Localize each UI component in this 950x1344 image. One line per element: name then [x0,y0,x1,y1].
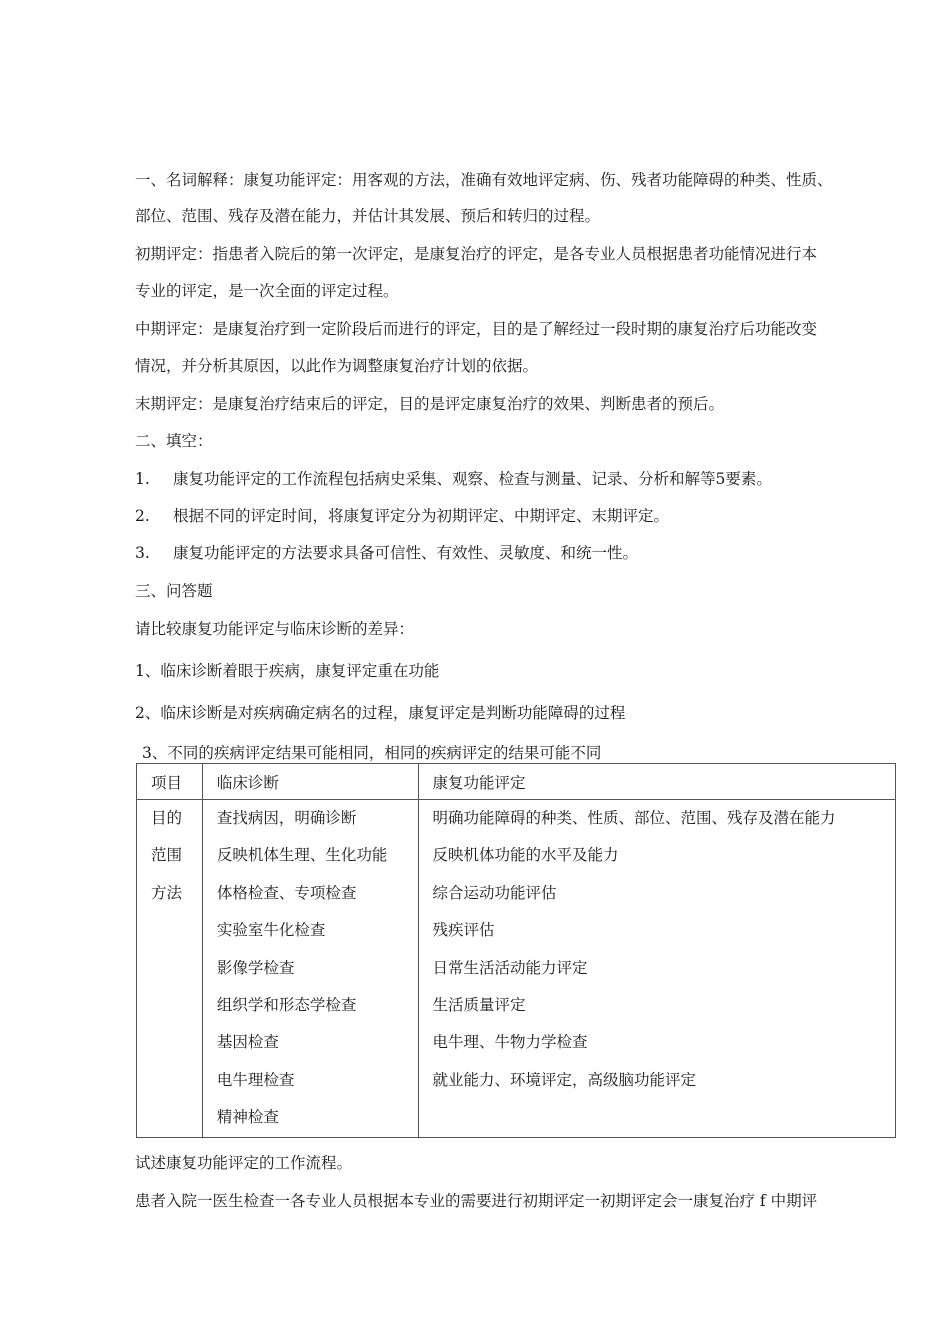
definition-paragraph: 一、名词解释：康复功能评定：用客观的方法，准确有效地评定病、伤、残者功能障碍的种类、性质、 [135,171,833,189]
table-cell-line: 范围 [151,846,183,865]
question-text: 请比较康复功能评定与临床诊断的差异： [135,620,415,638]
final-assessment-paragraph: 末期评定：是康复治疗结束后的评定，目的是评定康复治疗的效果、判断患者的预后。 [135,395,725,413]
table-body-row [137,800,896,1138]
answer-point: 3、不同的疾病评定结果可能相同，相同的疾病评定的结果可能不同 [142,744,602,762]
table-cell-line: 实验室牛化检查 [216,921,326,940]
fill-item-number: 2. [135,507,150,525]
fill-item-text: 康复功能评定的方法要求具备可信性、有效性、灵敏度、和统一性。 [173,544,639,562]
fill-item [135,506,669,526]
table-cell-line: 综合运动功能评估 [432,883,557,902]
table-cell-line: 查找病因，明确诊断 [216,809,357,827]
table-cell-line: 明确功能障碍的种类、性质、部位、范围、残存及潜在能力 [432,809,836,827]
table-cell-line: 电牛理、牛物力学检查 [432,1033,588,1052]
table-cell-line: 日常生活活动能力评定 [432,958,588,977]
table-header-cell: 康复功能评定 [418,764,895,800]
section-heading: 二、填空： [135,432,213,450]
definition-paragraph: 部位、范围、残存及潜在能力，并估计其发展、预后和转归的过程。 [135,207,601,225]
fill-item [135,469,772,489]
fill-item [135,543,638,563]
comparison-table [136,763,896,1138]
fill-item-number: 1. [135,470,150,488]
table-header-row [137,764,896,800]
table-cell-line: 组织学和形态学检查 [216,995,357,1014]
table-cell-items [137,800,203,1138]
initial-assessment-paragraph: 专业的评定，是一次全面的评定过程。 [135,282,399,300]
table-cell-line: 体格检查、专项检查 [216,883,357,902]
mid-assessment-paragraph: 情况，并分析其原因，以此作为调整康复治疗计划的依据。 [135,357,539,375]
fill-item-text: 康复功能评定的工作流程包括病史采集、观察、检查与测量、记录、分析和解等5要素。 [173,470,772,488]
table-cell-line: 就业能力、环境评定，高级脑功能评定 [432,1070,697,1089]
table-cell-line: 精神检查 [216,1108,279,1127]
question-text: 试述康复功能评定的工作流程。 [135,1154,353,1172]
answer-point: 2、临床诊断是对疾病确定病名的过程，康复评定是判断功能障碍的过程 [135,704,626,722]
table-header-cell: 项目 [137,764,203,800]
table-cell-line: 生活质量评定 [432,995,526,1014]
table-cell-line: 反映机体生理、生化功能 [216,846,388,865]
table-cell-line: 方法 [151,883,183,902]
table-cell-clinical [202,800,418,1138]
table-cell-line: 反映机体功能的水平及能力 [432,846,619,865]
table-cell-line: 影像学检查 [216,958,295,977]
initial-assessment-paragraph: 初期评定：指患者入院后的第一次评定，是康复治疗的评定，是各专业人员根据患者功能情况进行本 [135,245,818,263]
table-cell-line: 残疾评估 [432,921,495,940]
table-cell-rehab [418,800,895,1138]
answer-paragraph: 患者入院一医生检查一各专业人员根据本专业的需要进行初期评定一初期评定会一康复治疗 f 中期评 [135,1192,818,1210]
table-cell-line: 基因检查 [216,1033,279,1052]
table-cell-line: 电牛理检查 [216,1070,295,1089]
section-heading: 三、问答题 [135,582,213,600]
table-cell-line: 目的 [151,809,183,827]
fill-item-number: 3. [135,544,150,562]
mid-assessment-paragraph: 中期评定：是康复治疗到一定阶段后而进行的评定，目的是了解经过一段时期的康复治疗后功能改变 [135,320,818,338]
fill-item-text: 根据不同的评定时间，将康复评定分为初期评定、中期评定、末期评定。 [173,507,670,525]
table-header-cell: 临床诊断 [202,764,418,800]
answer-point: 1、临床诊断着眼于疾病，康复评定重在功能 [135,662,440,680]
